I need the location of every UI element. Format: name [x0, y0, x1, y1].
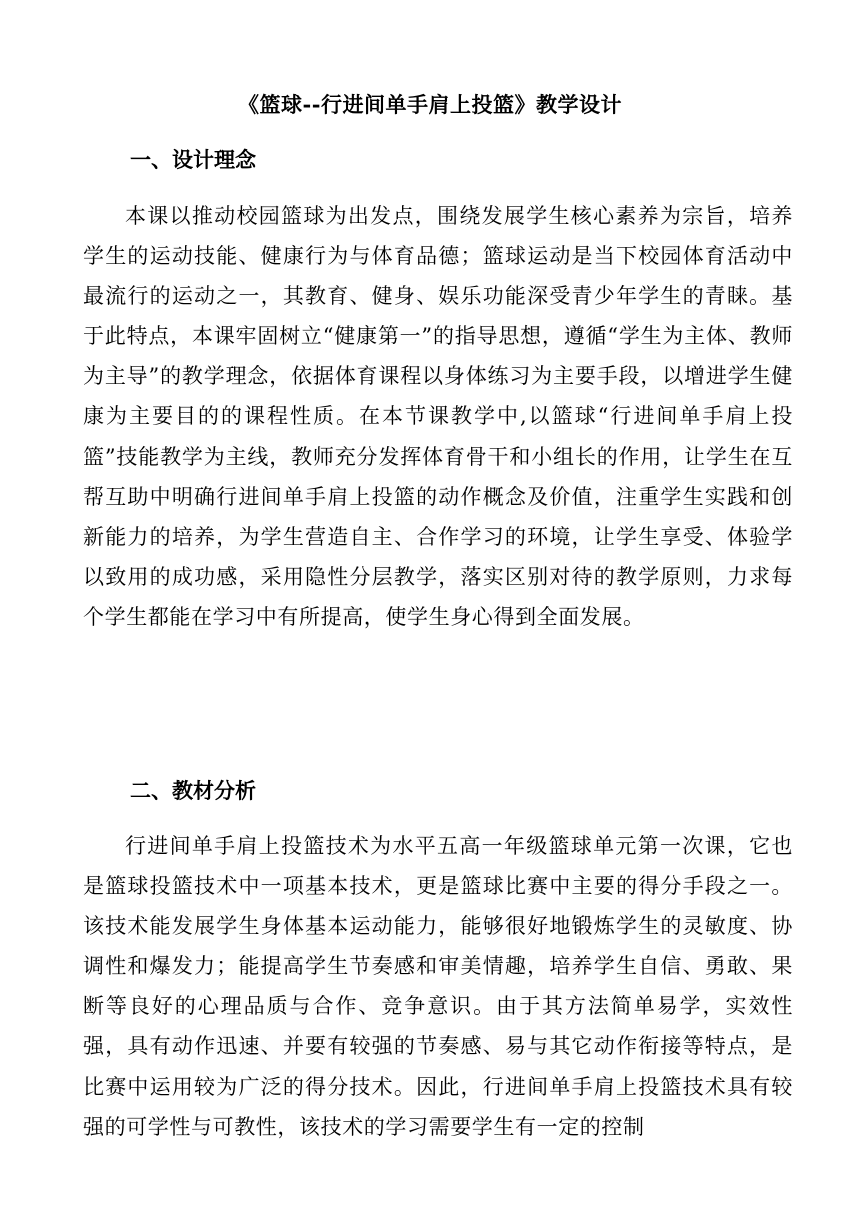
section-paragraph-design-concept: 本课以推动校园篮球为出发点，围绕发展学生核心素养为宗旨，培养学生的运动技能、健康行为与体育品德；篮球运动是当下校园体育活动中最流行的运动之一，其教育、健身、娱乐功能深受青少年学生的青睐。基于此特点，本课牢固树立“健康第一”的指导思想，遵循“学生为主体、教师为主导”的教学理念，依据体育课程以身体练习为主要手段，以增进学生健康为主要目的的课程性质。在本节课教学中,以篮球“行进间单手肩上投篮”技能教学为主线，教师充分发挥体育骨干和小组长的作用，让学生在互帮互助中明确行进间单手肩上投篮的动作概念及价值，注重学生实践和创新能力的培养，为学生营造自主、合作学习的环境，让学生享受、体验学以致用的成功感，采用隐性分层教学，落实区别对待的教学原则，力求每个学生都能在学习中有所提高，使学生身心得到全面发展。 — [83, 204, 793, 629]
section-heading-material-analysis: 二、教材分析 — [130, 778, 256, 803]
section-paragraph-material-analysis: 行进间单手肩上投篮技术为水平五高一年级篮球单元第一次课，它也是篮球投篮技术中一项基本技术，更是篮球比赛中主要的得分手段之一。该技术能发展学生身体基本运动能力，能够很好地锻炼学生的灵敏度、协调性和爆发力；能提高学生节奏感和审美情趣，培养学生自信、勇敢、果断等良好的心理品质与合作、竞争意识。由于其方法简单易学，实效性强，具有动作迅速、并要有较强的节奏感、易与其它动作衔接等特点，是比赛中运用较为广泛的得分技术。因此，行进间单手肩上投篮技术具有较强的可学性与可教性，该技术的学习需要学生有一定的控制 — [83, 834, 793, 1139]
section-heading-design-concept: 一、设计理念 — [130, 147, 256, 172]
document-title: 《篮球--行进间单手肩上投篮》教学设计 — [238, 92, 622, 117]
